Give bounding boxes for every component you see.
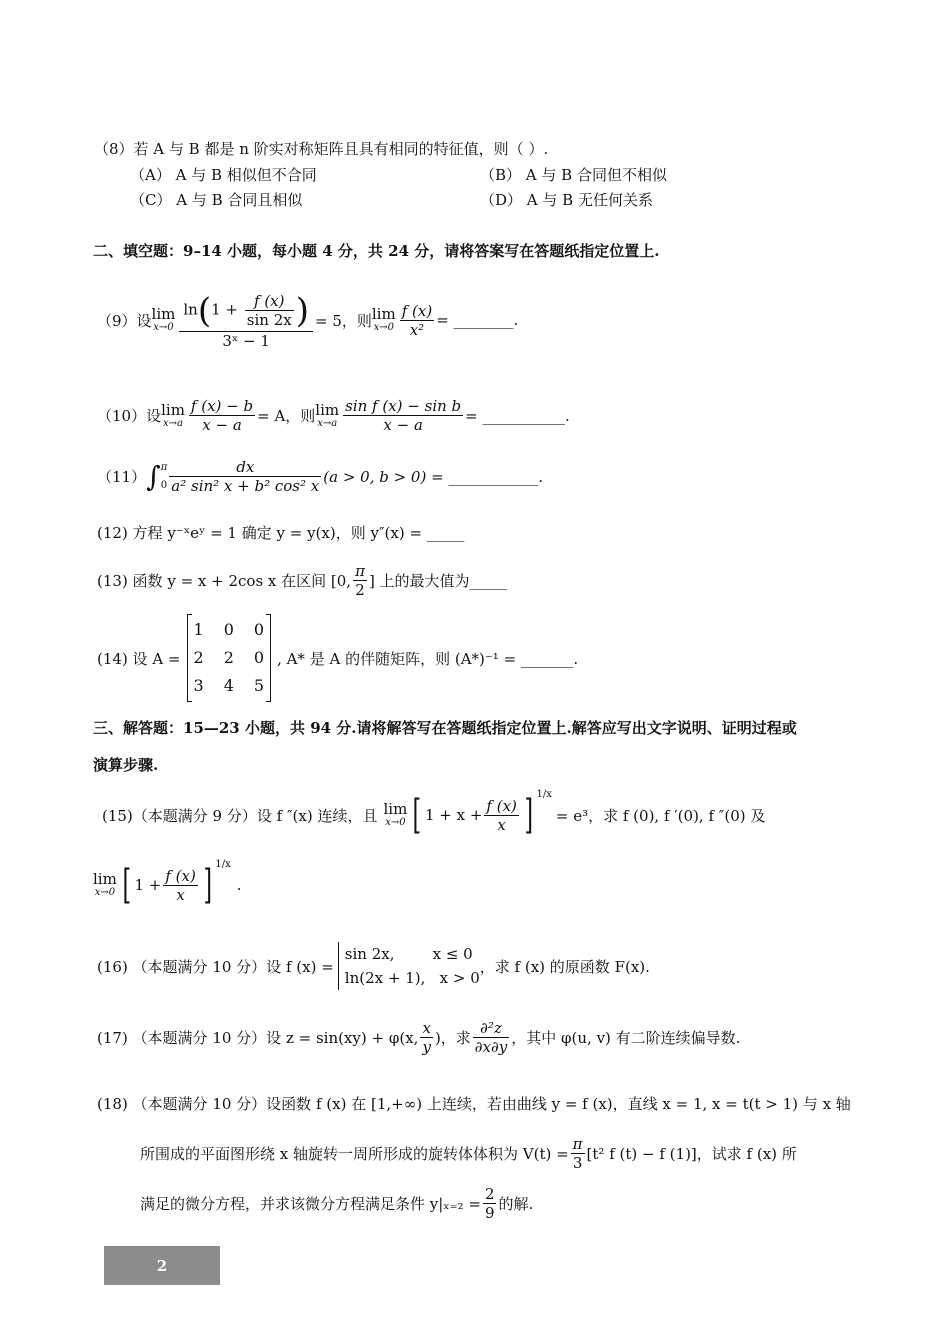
q17-derivative: $\frac{\text{∂²z}}{\partial x\partial y}$	[474, 1019, 508, 1056]
q15-fraction: $\frac{f (x)}{x}$	[486, 796, 517, 834]
q18-line3: 满足的微分方程，并求该微分方程满足条件 y|ₓ₌₂ = $\frac{2}{9}$ 的解.	[140, 1185, 534, 1222]
q8-option-b: （B） A 与 B 合同但不相似	[480, 166, 667, 184]
q9-label: （9）设	[97, 311, 152, 330]
q17: (17) （本题满分 10 分）设 z = sin(xy) + φ(x, $\frac{x}{y}$ )，求 $\frac{\text{∂²z}}{\partial x\partial y}$ ，其中 φ(u, v) 有二阶连续偏导数.	[97, 1019, 741, 1056]
q13-fraction: $\frac{\pi}{2}$	[355, 562, 365, 599]
q8-option-d: （D） A 与 B 无任何关系	[480, 191, 653, 209]
q11-integral: ∫ π 0	[146, 460, 168, 493]
q11-fraction: $\frac{dx}{\text{a² sin² x + b² cos² x}}$	[171, 458, 320, 495]
q10-fraction: $\frac{f (x) - b}{x - a}$	[190, 397, 254, 434]
q13: (13) 函数 y = x + 2cos x 在区间 [0, $\frac{\pi}{2}$ ] 上的最大值为_____	[97, 562, 508, 599]
q11-label: （11）	[97, 468, 147, 486]
q9-lim: lim x→0	[151, 305, 176, 333]
q16-cases: sin 2x, x ≤ 0 ln(2x + 1), x > 0	[338, 942, 480, 990]
q10-eq: = A，则	[257, 407, 316, 425]
q10-answer-blank: = ___________.	[465, 406, 570, 425]
q9-answer-blank: = ________.	[436, 311, 519, 329]
q15-fraction2: $\frac{f (x)}{x}$	[165, 866, 196, 904]
q17-fraction: $\frac{x}{y}$	[422, 1019, 431, 1056]
q9-lim2: lim x→0	[371, 305, 396, 333]
q15-exponent: 1/x	[536, 789, 552, 800]
q15-lim: lim x→0	[383, 800, 408, 828]
q18-line1: (18) （本题满分 10 分）设函数 f (x) 在 [1,+∞) 上连续，若由曲线 y = f (x)，直线 x = 1, x = t(t > 1) 与 x 轴	[97, 1095, 851, 1113]
q10	[97, 397, 570, 434]
q8-option-c: （C） A 与 B 合同且相似	[130, 191, 303, 209]
section2-heading: 二、填空题：9–14 小题，每小题 4 分，共 24 分，请将答案写在答题纸指定位置上.	[93, 242, 660, 260]
page-number: 2	[156, 1256, 168, 1275]
q15-lim2: lim x→0	[93, 870, 117, 898]
section3-heading: 三、解答题：15—23 小题，共 94 分.请将解答写在答题纸指定位置上.解答应写出文字说明、证明过程或	[93, 719, 797, 737]
section3-heading-cont: 演算步骤.	[93, 756, 159, 774]
q15-line2: lim x→0 [ 1 + $\frac{f (x)}{x}$ ] 1/x .	[93, 859, 242, 908]
q12: (12) 方程 y⁻ˣeʸ = 1 确定 y = y(x)，则 y″(x) = _____	[97, 524, 465, 542]
q10-label: （10）设	[97, 407, 162, 425]
q14: (14) 设 A = 1 0 0 2 2 0 3 4 5 , A* 是 A 的伴随矩阵，则 (A*)⁻¹ = _______.	[97, 614, 578, 702]
q10-fraction2: $\frac{\text{sin f (x) − sin b}}{x - a}$	[345, 397, 462, 434]
q9-eq: = 5，则	[314, 311, 372, 330]
page-number-badge	[104, 1246, 220, 1285]
q15: (15)（本题满分 9 分）设 f ″(x) 连续，且 lim x→0 [ 1 + x + $\frac{f (x)}{x}$ ] 1/x = e³，求 f (0), f ′(0), f ″(0) 及	[102, 789, 766, 838]
q9-inner-fraction: $\frac{f (x)}{\sin 2x}$	[246, 292, 292, 329]
q9-main-fraction: ln(1 + $\frac{f (x)}{\sin 2x}$ ) 3ˣ − 1	[179, 290, 313, 350]
q8-stem: （8）若 A 与 B 都是 n 阶实对称矩阵且具有相同的特征值，则（ ）.	[94, 140, 549, 158]
q11-condition: (a > 0, b > 0) = ____________.	[323, 467, 544, 486]
q9	[97, 290, 518, 350]
q9-fraction2: $\frac{f (x)}{\text{x²}}$	[401, 301, 433, 339]
q18-fraction: $\frac{\pi}{3}$	[572, 1135, 583, 1172]
q18-fraction2: $\frac{2}{9}$	[484, 1185, 495, 1222]
q15-exponent2: 1/x	[215, 859, 231, 870]
q18-line2: 所围成的平面图形绕 x 轴旋转一周所形成的旋转体体积为 V(t) = $\frac{\pi}{3}$ [t² f (t) − f (1)]，试求 f (x) 所	[140, 1135, 797, 1172]
q11	[97, 458, 543, 495]
q10-lim2: lim x→a	[315, 400, 340, 429]
q14-matrix: 1 0 0 2 2 0 3 4 5	[187, 614, 272, 702]
q8-option-a: （A） A 与 B 相似但不合同	[130, 166, 317, 184]
q10-lim: lim x→a	[161, 400, 185, 429]
q16: (16) （本题满分 10 分）设 f (x) = sin 2x, x ≤ 0 ln(2x + 1), x > 0 ，求 f (x) 的原函数 F(x).	[97, 942, 650, 990]
